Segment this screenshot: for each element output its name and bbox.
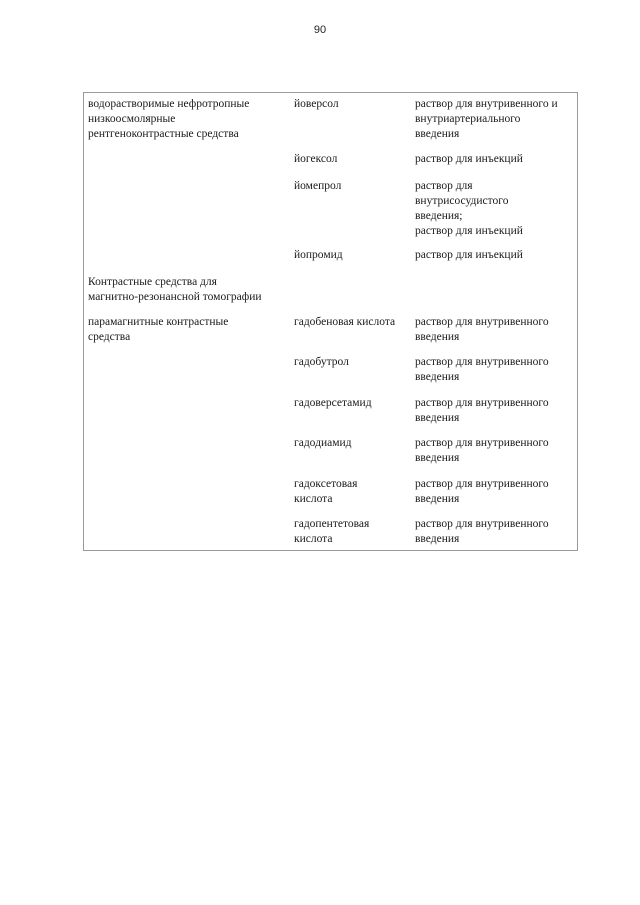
cell-line: Контрастные средства для bbox=[88, 276, 217, 288]
form-cell bbox=[415, 396, 580, 426]
drug-cell bbox=[294, 152, 414, 167]
cell-line: водорастворимые нефротропные bbox=[88, 98, 250, 110]
form-cell bbox=[415, 477, 580, 507]
drug-cell bbox=[294, 248, 414, 263]
cell-line: внутриартериального bbox=[415, 113, 521, 125]
cell-line: йоверсол bbox=[294, 98, 339, 110]
cell-line: раствор для внутривенного bbox=[415, 437, 549, 449]
drug-cell bbox=[294, 315, 414, 330]
cell-line: гадоксетовая bbox=[294, 478, 358, 490]
form-cell bbox=[415, 97, 580, 142]
cell-line: парамагнитные контрастные bbox=[88, 316, 229, 328]
drug-cell bbox=[294, 179, 414, 194]
cell-line: кислота bbox=[294, 533, 333, 545]
drug-cell bbox=[294, 97, 414, 112]
drug-cell bbox=[294, 477, 414, 507]
cell-line: раствор для внутривенного bbox=[415, 518, 549, 530]
cell-line: раствор для bbox=[415, 180, 473, 192]
form-cell bbox=[415, 315, 580, 345]
cell-line: раствор для внутривенного bbox=[415, 316, 549, 328]
cell-line: йопромид bbox=[294, 249, 343, 261]
cell-line: низкоосмолярные bbox=[88, 113, 176, 125]
cell-line: йомепрол bbox=[294, 180, 342, 192]
cell-line: раствор для внутривенного и bbox=[415, 98, 558, 110]
group-cell bbox=[88, 275, 288, 305]
form-cell bbox=[415, 152, 580, 167]
drug-cell bbox=[294, 436, 414, 451]
cell-line: введения; bbox=[415, 210, 463, 222]
cell-line: гадодиамид bbox=[294, 437, 352, 449]
cell-line: гадобеновая кислота bbox=[294, 316, 396, 328]
cell-line: гадоверсетамид bbox=[294, 397, 372, 409]
cell-line: магнитно-резонансной томографии bbox=[88, 291, 262, 303]
group-cell bbox=[88, 97, 288, 142]
cell-line: раствор для инъекций bbox=[415, 153, 523, 165]
cell-line: раствор для инъекций bbox=[415, 249, 523, 261]
cell-line: средства bbox=[88, 331, 131, 343]
cell-line: введения bbox=[415, 371, 460, 383]
cell-line: введения bbox=[415, 452, 460, 464]
form-cell bbox=[415, 517, 580, 547]
drug-cell bbox=[294, 355, 414, 370]
cell-line: введения bbox=[415, 533, 460, 545]
cell-line: гадобутрол bbox=[294, 356, 349, 368]
cell-line: введения bbox=[415, 331, 460, 343]
cell-line: введения bbox=[415, 412, 460, 424]
form-cell bbox=[415, 436, 580, 466]
page-number: 90 bbox=[313, 24, 327, 36]
cell-line: раствор для внутривенного bbox=[415, 478, 549, 490]
group-cell bbox=[88, 315, 288, 345]
cell-line: раствор для внутривенного bbox=[415, 356, 549, 368]
cell-line: рентгеноконтрастные средства bbox=[88, 128, 239, 140]
drug-table bbox=[83, 92, 578, 551]
form-cell bbox=[415, 355, 580, 385]
cell-line: йогексол bbox=[294, 153, 338, 165]
form-cell bbox=[415, 179, 580, 239]
drug-cell bbox=[294, 396, 414, 411]
cell-line: кислота bbox=[294, 493, 333, 505]
cell-line: введения bbox=[415, 493, 460, 505]
drug-cell bbox=[294, 517, 414, 547]
cell-line: гадопентетовая bbox=[294, 518, 370, 530]
form-cell bbox=[415, 248, 580, 263]
cell-line: введения bbox=[415, 128, 460, 140]
cell-line: внутрисосудистого bbox=[415, 195, 509, 207]
cell-line: раствор для инъекций bbox=[415, 225, 523, 237]
cell-line: раствор для внутривенного bbox=[415, 397, 549, 409]
